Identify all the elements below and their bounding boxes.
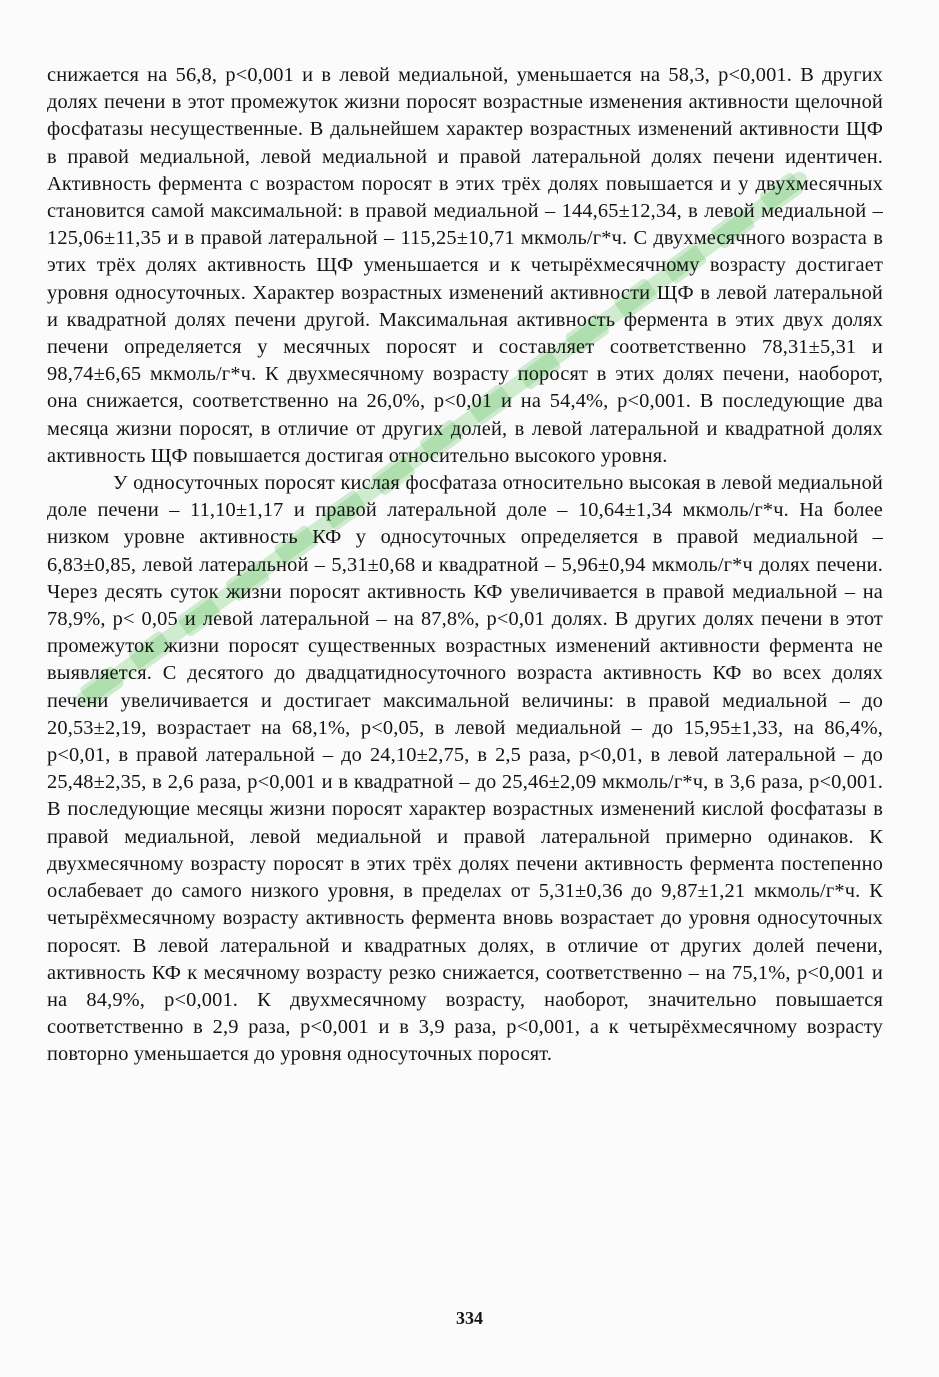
- body-text: [47, 62, 883, 1069]
- paragraph-acid-phosphatase: У односуточных поросят кислая фосфатаза относительно высокая в левой медиальной доле печени – 11,10±1,17 и правой латеральной доле – 10,64±1,34 мкмоль/г*ч. На более низком уровне активность КФ у односуточных определяется в правой медиальной – 6,83±0,85, левой латеральной – 5,31±0,68 и квадратной – 5,96±0,94 мкмоль/г*ч долях печени. Через десять суток жизни поросят активность КФ увеличивается в правой медиальной – на 78,9%, р< 0,05 и левой латеральной – на 87,8%, р<0,01 долях. В других долях печени в этот промежуток жизни поросят существенных возрастных изменений активности фермента не выявляется. С десятого до двадцатидносуточного возраста активность КФ во всех долях печени увеличивается и достигает максимальной величины: в правой медиальной – до 20,53±2,19, возрастает на 68,1%, р<0,05, в левой медиальной – до 15,95±1,33, на 86,4%, р<0,01, в правой латеральной – до 24,10±2,75, в 2,5 раза, р<0,01, в левой латеральной – до 25,48±2,35, в 2,6 раза, р<0,001 и в квадратной – до 25,46±2,09 мкмоль/г*ч, в 3,6 раза, р<0,001. В последующие месяцы жизни поросят характер возрастных изменений кислой фосфатазы в правой медиальной, левой медиальной и правой латеральной примерно одинаков. К двухмесячному возрасту поросят в этих трёх долях печени активность фермента постепенно ослабевает до самого низкого уровня, в пределах от 5,31±0,36 до 9,87±1,21 мкмоль/г*ч. К четырёхмесячному возрасту активность фермента вновь возрастает до уровня односуточных поросят. В левой латеральной и квадратных долях, в отличие от других долей печени, активность КФ к месячному возрасту резко снижается, соответственно – на 75,1%, р<0,001 и на 84,9%, р<0,001. К двухмесячному возрасту, наоборот, значительно повышается соответственно в 2,9 раза, р<0,001 и в 3,9 раза, р<0,001, а к четырёхмесячному возрасту повторно уменьшается до уровня односуточных поросят.: [47, 472, 883, 1066]
- page-number: 334: [456, 1308, 483, 1328]
- paragraph-alkaline-phosphatase: снижается на 56,8, р<0,001 и в левой медиальной, уменьшается на 58,3, р<0,001. В других долях печени в этот промежуток жизни поросят возрастные изменения активности щелочной фосфатазы несущественные. В дальнейшем характер возрастных изменений активности ЩФ в правой медиальной, левой медиальной и правой латеральной долях печени идентичен. Активность фермента с возрастом поросят в этих трёх долях повышается и у двухмесячных становится самой максимальной: в правой медиальной – 144,65±12,34, в левой медиальной – 125,06±11,35 и в правой латеральной – 115,25±10,71 мкмоль/г*ч. С двухмесячного возраста в этих трёх долях активность ЩФ уменьшается и к четырёхмесячному возрасту достигает уровня односуточных. Характер возрастных изменений активности ЩФ в левой латеральной и квадратной долях печени другой. Максимальная активность фермента в этих двух долях печени определяется у месячных поросят и составляет соответственно 78,31±5,31 и 98,74±6,65 мкмоль/г*ч. К двухмесячному возрасту поросят в этих долях печени, наоборот, она снижается, соответственно на 26,0%, р<0,01 и на 54,4%, р<0,001. В последующие два месяца жизни поросят, в отличие от других долей, в левой латеральной и квадратной долях активность ЩФ повышается достигая относительно высокого уровня.: [47, 64, 883, 467]
